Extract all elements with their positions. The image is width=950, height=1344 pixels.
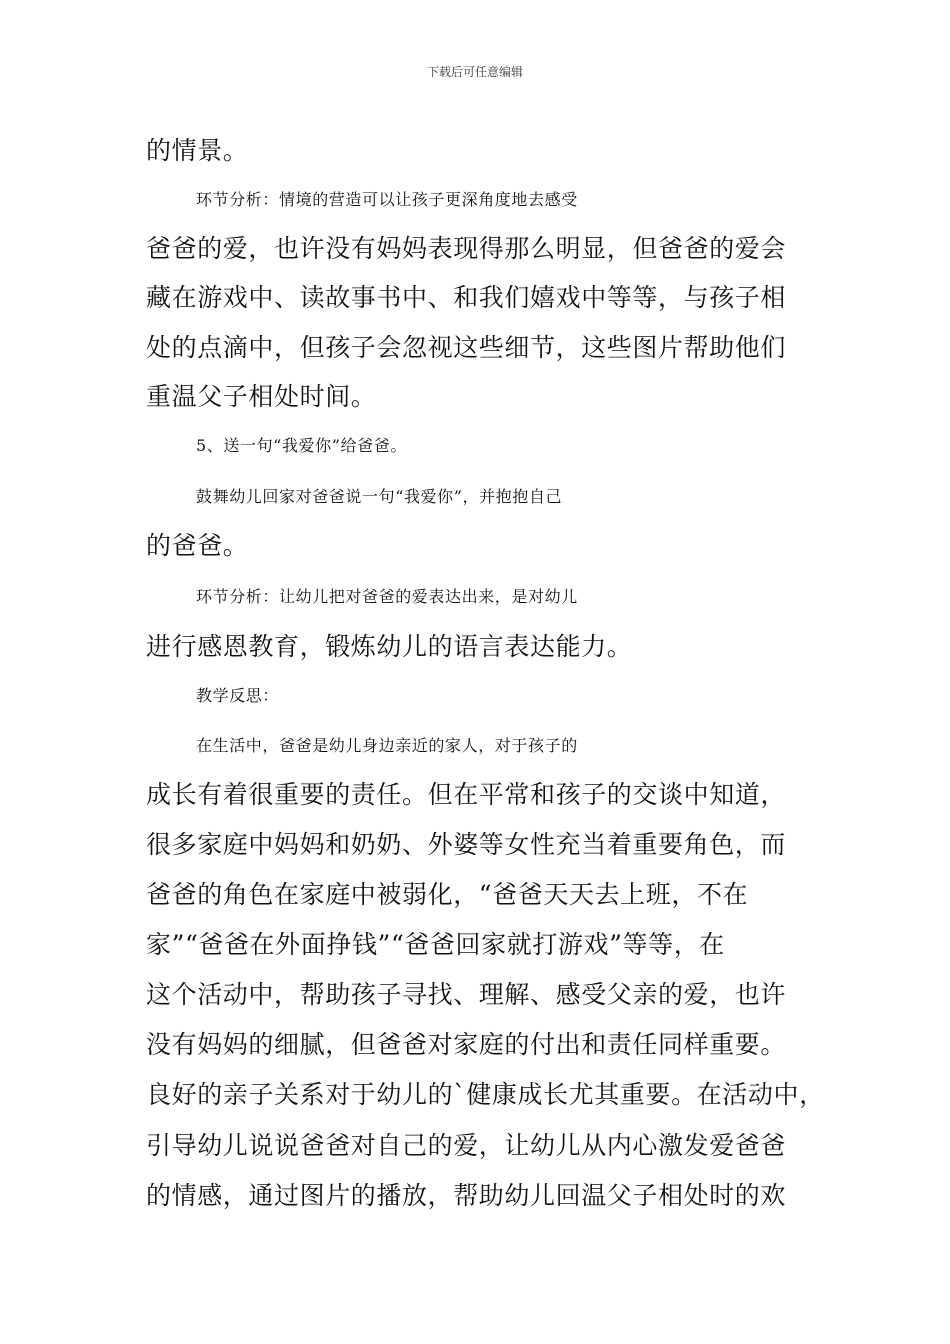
text-line: 处的点滴中，但孩子会忽视这些细节，这些图片帮助他们 bbox=[146, 333, 787, 362]
text-line: 进行感恩教育，锻炼幼儿的语言表达能力。 bbox=[146, 632, 633, 661]
text-line: 家”“爸爸在外面挣钱”“爸爸回家就打游戏”等等，在 bbox=[146, 930, 725, 959]
text-line: 教学反思： bbox=[196, 686, 280, 705]
text-line: 的情感，通过图片的播放，帮助幼儿回温父子相处时的欢 bbox=[146, 1181, 787, 1210]
text-line: 没有妈妈的细腻，但爸爸对家庭的付出和责任同样重要。 bbox=[146, 1030, 787, 1059]
text-line: 爸爸的角色在家庭中被弱化，“爸爸天天去上班，不在 bbox=[146, 880, 749, 909]
text-line: 这个活动中，帮助孩子寻找、理解、感受父亲的爱，也许 bbox=[146, 980, 787, 1009]
text-line: 鼓舞幼儿回家对爸爸说一句“我爱你”，并抱抱自己 bbox=[196, 487, 563, 506]
text-line: 很多家庭中妈妈和奶奶、外婆等女性充当着重要角色，而 bbox=[146, 830, 787, 859]
text-line: 重温父子相处时间。 bbox=[146, 382, 377, 411]
text-line: 成长有着很重要的责任。但在平常和孩子的交谈中知道， bbox=[146, 780, 787, 809]
page-header: 下载后可任意编辑 bbox=[426, 65, 523, 79]
text-line: 5、送一句“我爱你”给爸爸。 bbox=[196, 436, 407, 455]
text-line: 藏在游戏中、读故事书中、和我们嬉戏中等等，与孩子相 bbox=[146, 283, 787, 312]
text-line: 的爸爸。 bbox=[146, 531, 249, 560]
text-line: 良好的亲子关系对于幼儿的`健康成长尤其重要。在活动中， bbox=[146, 1080, 825, 1109]
text-line: 在生活中，爸爸是幼儿身边亲近的家人，对于孩子的 bbox=[196, 736, 578, 755]
text-line: 的情景。 bbox=[146, 136, 249, 165]
text-line: 引导幼儿说说爸爸对自己的爱，让幼儿从内心激发爱爸爸 bbox=[146, 1131, 787, 1160]
text-line: 环节分析：情境的营造可以让孩子更深角度地去感受 bbox=[196, 190, 578, 209]
text-line: 爸爸的爱，也许没有妈妈表现得那么明显，但爸爸的爱会 bbox=[146, 234, 787, 263]
text-line: 环节分析：让幼儿把对爸爸的爱表达出来，是对幼儿 bbox=[196, 587, 578, 606]
